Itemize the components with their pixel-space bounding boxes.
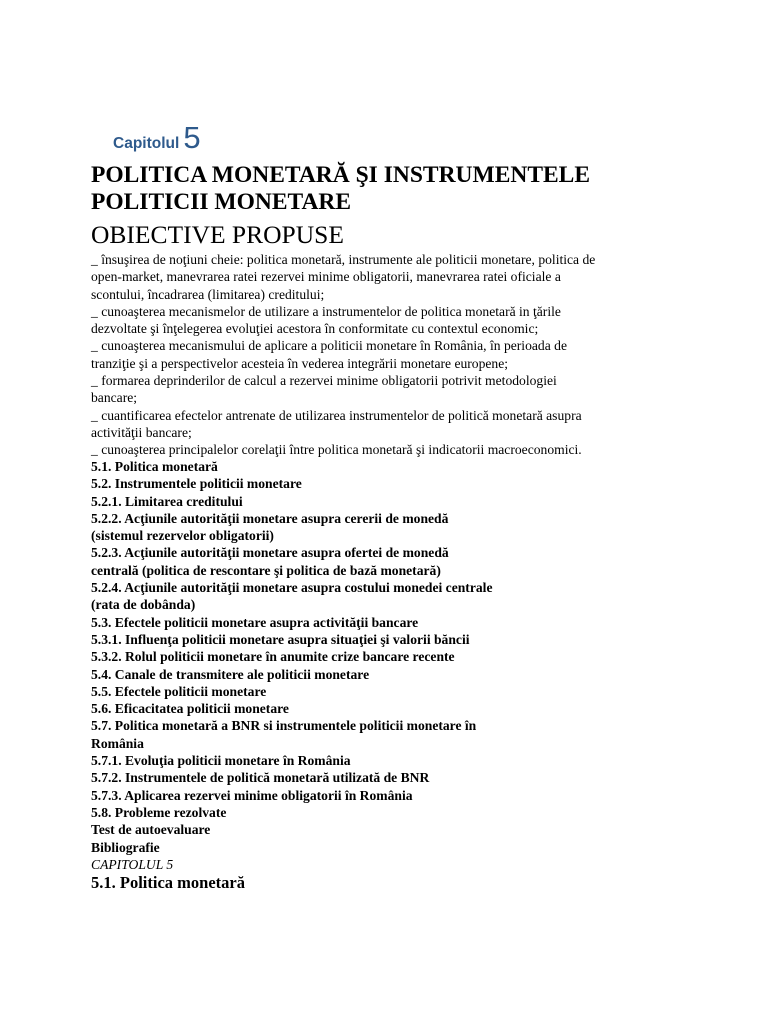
- toc-entry: 5.8. Probleme rezolvate: [91, 804, 227, 820]
- chapter-title: [91, 162, 590, 216]
- toc-entry: (rata de dobânda): [91, 597, 196, 613]
- toc-entry: 5.1. Politica monetară: [91, 459, 218, 474]
- toc-entry: 5.2.4. Acţiunile autorităţii monetare asupra costului monedei centrale: [91, 580, 493, 596]
- toc-entry: 5.5. Efectele politicii monetare: [91, 683, 267, 699]
- objective-line: _ însuşirea de noţiuni cheie: politica monetară, instrumente ale politicii monetare, politica de: [91, 252, 596, 267]
- objective-line: open-market, manevrarea ratei rezervei minime obligatorii, manevrarea ratei oficiale a: [91, 269, 561, 285]
- toc-entry: (sistemul rezervelor obligatorii): [91, 528, 274, 544]
- toc-entry: 5.3.2. Rolul politicii monetare în anumite crize bancare recente: [91, 649, 455, 665]
- objective-line: _ cunoaşterea mecanismelor de utilizare a instrumentelor de politica monetară in ţările: [91, 303, 561, 319]
- objective-line: _ cunoaşterea principalelor corelaţii între politica monetară şi indicatorii macroeconomici.: [91, 442, 582, 458]
- objective-line: activităţii bancare;: [91, 424, 192, 440]
- toc-entry: 5.7.1. Evoluţia politicii monetare în România: [91, 753, 351, 769]
- chapter-word: Capitolul: [113, 135, 180, 152]
- objective-line: scontului, încadrarea (limitarea) creditului;: [91, 286, 325, 302]
- objective-line: bancare;: [91, 390, 138, 406]
- toc-entry: 5.3.1. Influenţa politicii monetare asupra situaţiei şi valorii băncii: [91, 631, 470, 647]
- toc-entry: Bibliografie: [91, 839, 160, 855]
- toc-entry: 5.4. Canale de transmitere ale politicii monetare: [91, 666, 370, 682]
- objective-line: tranziţie şi a perspectivelor acesteia în vederea integrării monetare europene;: [91, 355, 509, 371]
- toc-entry: 5.6. Eficacitatea politicii monetare: [91, 701, 289, 717]
- objectives-heading: OBIECTIVE PROPUSE: [91, 220, 344, 249]
- toc-entry: 5.7.2. Instrumentele de politică monetară utilizată de BNR: [91, 770, 430, 786]
- chapter-label: [113, 118, 201, 164]
- objective-line: _ formarea deprinderilor de calcul a rezervei minime obligatorii potrivit metodologiei: [91, 373, 557, 389]
- toc-entry: 5.7. Politica monetară a BNR si instrumentele politicii monetare în: [91, 718, 477, 734]
- toc-entry: 5.2.3. Acţiunile autorităţii monetare asupra ofertei de monedă: [91, 545, 449, 561]
- toc-entry: 5.2. Instrumentele politicii monetare: [91, 476, 302, 492]
- running-chapter-label: CAPITOLUL 5: [91, 856, 174, 872]
- toc-entry: Test de autoevaluare: [91, 822, 211, 838]
- objective-line: dezvoltate şi înţelegerea evoluţiei acestora în conformitate cu contextul economic;: [91, 321, 539, 337]
- toc-entry: 5.2.1. Limitarea creditului: [91, 493, 243, 509]
- chapter-title-line: POLITICII MONETARE: [91, 189, 352, 215]
- toc-entry: centrală (politica de rescontare şi politica de bază monetară): [91, 562, 441, 578]
- objective-line: _ cuantificarea efectelor antrenate de utilizarea instrumentelor de politică monetară asupra: [91, 407, 582, 423]
- objective-line: _ cunoaşterea mecanismului de aplicare a politicii monetare în România, în perioada de: [91, 338, 567, 354]
- section-heading: 5.1. Politica monetară: [91, 873, 245, 892]
- chapter-title-line: POLITICA MONETARĂ ŞI INSTRUMENTELE: [91, 162, 591, 188]
- objectives-list: [91, 251, 671, 459]
- toc-entry: 5.7.3. Aplicarea rezervei minime obligatorii în România: [91, 787, 413, 803]
- toc-entry: 5.3. Efectele politicii monetare asupra activităţii bancare: [91, 614, 419, 630]
- toc-entry: România: [91, 735, 144, 751]
- chapter-number: 5: [183, 120, 201, 155]
- table-of-contents: [91, 458, 671, 873]
- toc-entry: 5.2.2. Acţiunile autorităţii monetare asupra cererii de monedă: [91, 510, 449, 526]
